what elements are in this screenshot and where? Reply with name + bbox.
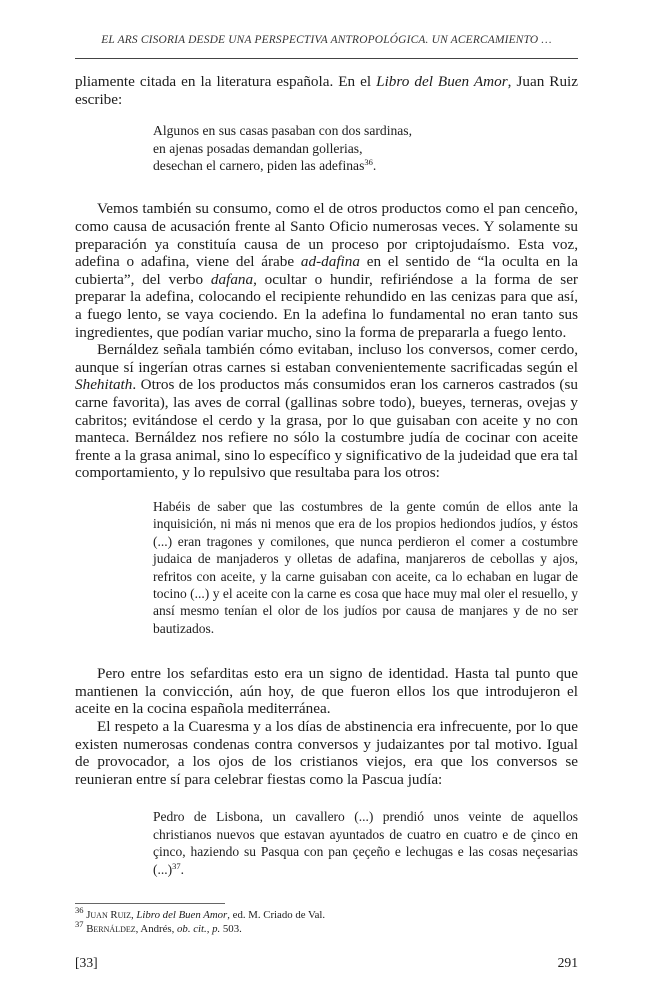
- header-rule: [75, 58, 578, 59]
- page: [75, 0, 578, 1000]
- paragraph-1: pliamente citada en la literatura española. En el Libro del Buen Amor, Juan Ruiz escribe:: [75, 73, 578, 108]
- folio-left: [33]: [75, 955, 98, 970]
- footnote-36: $^{36}$ Juan Ruiz, Libro del Buen Amor, ed. M. Criado de Val.: [75, 905, 326, 921]
- verse-line: desechan el carnero, piden las adefinas$^{36}$.: [153, 157, 377, 173]
- verse-line: en ajenas posadas demandan gollerias,: [153, 140, 363, 156]
- verse-line: Algunos en sus casas pasaban con dos sardinas,: [153, 123, 412, 139]
- footnote-ref-37[interactable]: 37: [172, 860, 181, 871]
- footnote-ref-36[interactable]: 36: [364, 157, 373, 167]
- main-text: [75, 73, 578, 878]
- page-number: 291: [557, 955, 578, 970]
- paragraph-4: Pero entre los sefarditas esto era un signo de identidad. Hasta tal punto que mantienen la convicción, aún hoy, de que fueron ellos los que introdujeron el aceite en la cocina española mediterránea.: [75, 665, 578, 718]
- block-quote-1: Habéis de saber que las costumbres de la gente común de ellos ante la inquisición, ni más ni menos que era de los propios hediondos judíos, y éstos (...) eran tragones y comilones, que nunca perdieron el comer a costumbre judaica de manjaderos y olletas de adafina, manjareros de cebollas y ajos, refritos con aceite, y la carne guisaban con aceite, ca lo echaban en lugar de tocino (...) y el aceite con la carne es cosa que hace muy mal oler el resuello, y ansí mesmo tenían el olor de los judíos por causa de manjares y de no ser bautizados.: [153, 498, 578, 636]
- paragraph-5: El respeto a la Cuaresma y a los días de abstinencia era infrecuente, por lo que existen numerosas condenas contra conversos y judaizantes por tal motivo. Igual de provocador, a los ojos de los cristianos viejos, era que los conversos se reunieran entre sí para celebrar fiestas como la Pascua judía:: [75, 717, 578, 788]
- paragraph-2: Vemos también su consumo, como el de otros productos como el pan cenceño, como causa de acusación frente al Santo Oficio numerosas veces. Y solamente su preparación ya constituía causa de un proceso por criptojudaísmo. Esta voz, adefina o adafina, viene del árabe ad-dafina en el sentido de “la oculta en la cubierta”, del verbo dafana, ocultar o hundir, refiriéndose a la forma de ser preparar la adefina, colocando el recipiente rehundido en las cenizas para que así, a fuego lento, se vaya cociendo. En la adefina lo fundamental no eran tanto sus ingredientes, que podían variar mucho, sino la forma de prepararla a fuego lento.: [75, 200, 578, 341]
- footnote-37: $^{37}$ Bernáldez, Andrés, ob. cit., p. 503.: [75, 918, 242, 935]
- block-quote-2: Pedro de Lisbona, un cavallero (...) prendió unos veinte de aquellos christianos nuevos que estavan ayuntados de cuatro en cuatro e de çinco en çinco, haziendo su Pasqua con pan çeçeño e lechugas e las cosas neçesarias (...)$^{37}$.: [153, 809, 578, 877]
- paragraph-3: Bernáldez señala también cómo evitaban, incluso los conversos, comer cerdo, aunque sí ingerían otras carnes si estaban convenientemente sacrificadas según el Shehitath. Otros de los productos más consumidos eran los carneros castrados (su carne favorita), las aves de corral (gallinas sobre todo), bueyes, terneras, ovejas y cabritos; evitándose el cerdo y la grasa, por lo que guisaban con aceite y no con manteca. Bernáldez nos refiere no sólo la costumbre judía de cocinar con aceite frente a la grasa animal, sino lo específico y significativo de la judeidad que era tal comportamiento, y lo repulsivo que resultaba para los otros:: [75, 341, 578, 482]
- running-header: EL ARS CISORIA DESDE UNA PERSPECTIVA ANTROPOLÓGICA. UN ACERCAMIENTO …: [101, 34, 552, 46]
- footnotes: [75, 905, 578, 936]
- footnote-rule: [75, 903, 225, 904]
- verse-quote: [153, 122, 578, 174]
